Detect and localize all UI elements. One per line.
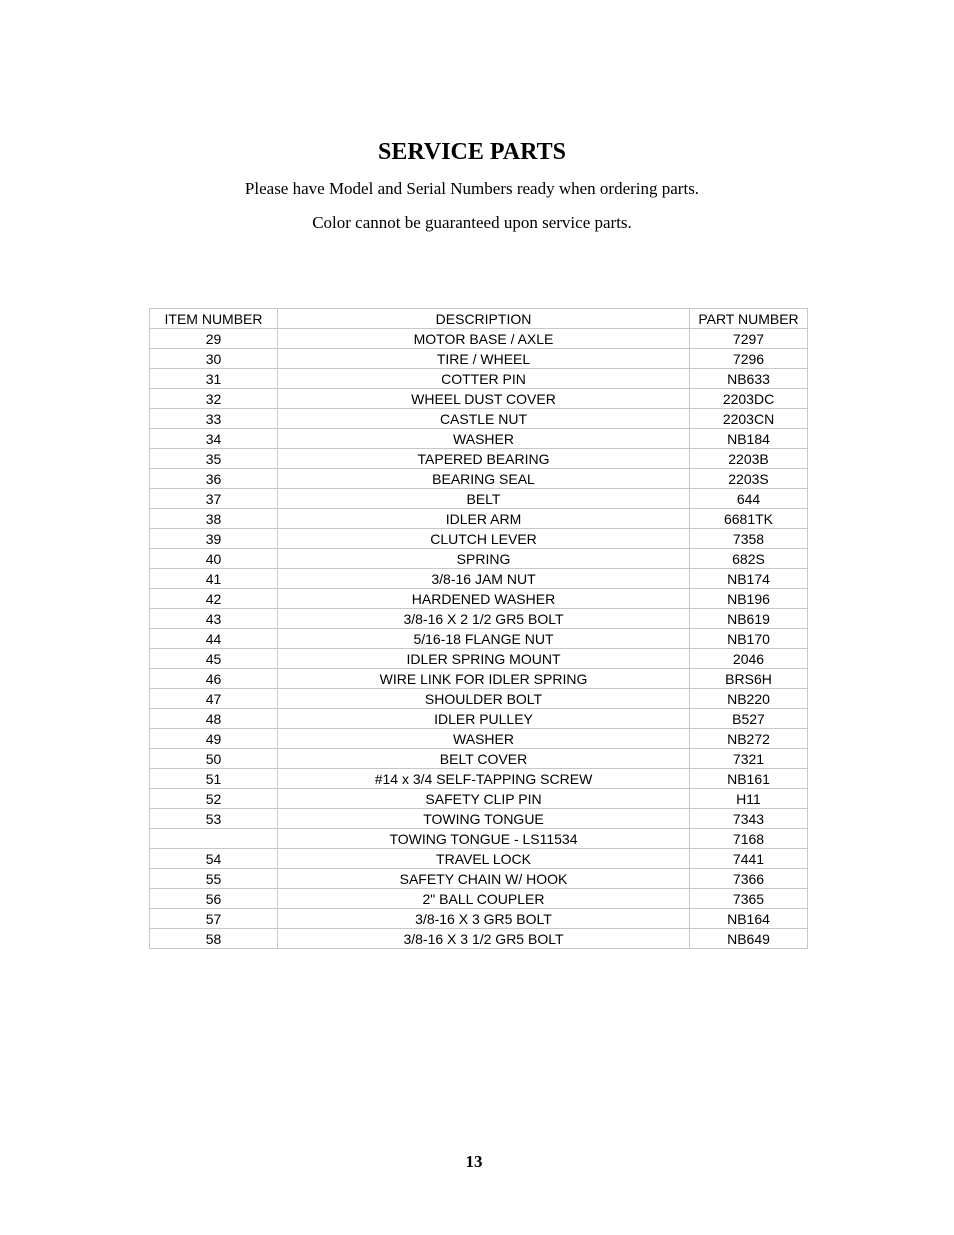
- item-number-cell: 47: [150, 689, 278, 709]
- description-cell: 3/8-16 X 3 1/2 GR5 BOLT: [278, 929, 690, 949]
- table-row: [150, 589, 808, 609]
- part-number-cell: 644: [690, 489, 808, 509]
- part-number-cell: 7296: [690, 349, 808, 369]
- part-number-cell: 7366: [690, 869, 808, 889]
- item-number-cell: 33: [150, 409, 278, 429]
- item-number-cell: 35: [150, 449, 278, 469]
- item-number-cell: 40: [150, 549, 278, 569]
- part-number-cell: 6681TK: [690, 509, 808, 529]
- column-header-item-number: ITEM NUMBER: [150, 309, 278, 329]
- table-row: [150, 909, 808, 929]
- table-row: [150, 529, 808, 549]
- part-number-cell: 7321: [690, 749, 808, 769]
- item-number-cell: 31: [150, 369, 278, 389]
- item-number-cell: 30: [150, 349, 278, 369]
- table-row: [150, 389, 808, 409]
- part-number-cell: 7441: [690, 849, 808, 869]
- part-number-cell: 2203S: [690, 469, 808, 489]
- description-cell: SAFETY CHAIN W/ HOOK: [278, 869, 690, 889]
- part-number-cell: NB161: [690, 769, 808, 789]
- table-row: [150, 749, 808, 769]
- table-row: [150, 349, 808, 369]
- item-number-cell: 56: [150, 889, 278, 909]
- description-cell: 3/8-16 JAM NUT: [278, 569, 690, 589]
- table-row: [150, 609, 808, 629]
- table-row: [150, 569, 808, 589]
- part-number-cell: BRS6H: [690, 669, 808, 689]
- description-cell: IDLER ARM: [278, 509, 690, 529]
- item-number-cell: 44: [150, 629, 278, 649]
- item-number-cell: 48: [150, 709, 278, 729]
- description-cell: SAFETY CLIP PIN: [278, 789, 690, 809]
- table-row: [150, 669, 808, 689]
- table-row: [150, 829, 808, 849]
- part-number-cell: 7297: [690, 329, 808, 349]
- table-row: [150, 869, 808, 889]
- item-number-cell: 29: [150, 329, 278, 349]
- table-row: [150, 769, 808, 789]
- description-cell: BELT COVER: [278, 749, 690, 769]
- part-number-cell: 7168: [690, 829, 808, 849]
- table-row: [150, 929, 808, 949]
- item-number-cell: [150, 829, 278, 849]
- table-row: [150, 489, 808, 509]
- table-row: [150, 449, 808, 469]
- description-cell: TRAVEL LOCK: [278, 849, 690, 869]
- item-number-cell: 37: [150, 489, 278, 509]
- ordering-note: Please have Model and Serial Numbers ready when ordering parts.: [244, 179, 700, 198]
- item-number-cell: 36: [150, 469, 278, 489]
- item-number-cell: 46: [150, 669, 278, 689]
- item-number-cell: 39: [150, 529, 278, 549]
- description-cell: CASTLE NUT: [278, 409, 690, 429]
- item-number-cell: 32: [150, 389, 278, 409]
- description-cell: MOTOR BASE / AXLE: [278, 329, 690, 349]
- part-number-cell: NB184: [690, 429, 808, 449]
- table-row: [150, 849, 808, 869]
- table-row: [150, 649, 808, 669]
- part-number-cell: 2203CN: [690, 409, 808, 429]
- table-row: [150, 469, 808, 489]
- description-cell: 2" BALL COUPLER: [278, 889, 690, 909]
- part-number-cell: 7365: [690, 889, 808, 909]
- item-number-cell: 41: [150, 569, 278, 589]
- part-number-cell: NB170: [690, 629, 808, 649]
- description-cell: TOWING TONGUE: [278, 809, 690, 829]
- table-row: [150, 329, 808, 349]
- item-number-cell: 51: [150, 769, 278, 789]
- table-row: [150, 809, 808, 829]
- item-number-cell: 38: [150, 509, 278, 529]
- description-cell: IDLER PULLEY: [278, 709, 690, 729]
- item-number-cell: 34: [150, 429, 278, 449]
- table-row: [150, 429, 808, 449]
- service-parts-table: [149, 308, 808, 949]
- item-number-cell: 58: [150, 929, 278, 949]
- part-number-cell: B527: [690, 709, 808, 729]
- page-number: 13: [465, 1152, 483, 1171]
- table-row: [150, 889, 808, 909]
- part-number-cell: 682S: [690, 549, 808, 569]
- description-cell: COTTER PIN: [278, 369, 690, 389]
- part-number-cell: 2203DC: [690, 389, 808, 409]
- column-header-description: DESCRIPTION: [278, 309, 690, 329]
- table-body: [150, 329, 808, 949]
- description-cell: TOWING TONGUE - LS11534: [278, 829, 690, 849]
- description-cell: BELT: [278, 489, 690, 509]
- item-number-cell: 43: [150, 609, 278, 629]
- part-number-cell: NB619: [690, 609, 808, 629]
- description-cell: WIRE LINK FOR IDLER SPRING: [278, 669, 690, 689]
- part-number-cell: NB649: [690, 929, 808, 949]
- table-row: [150, 509, 808, 529]
- part-number-cell: NB633: [690, 369, 808, 389]
- item-number-cell: 45: [150, 649, 278, 669]
- part-number-cell: 7358: [690, 529, 808, 549]
- item-number-cell: 49: [150, 729, 278, 749]
- description-cell: BEARING SEAL: [278, 469, 690, 489]
- part-number-cell: NB196: [690, 589, 808, 609]
- table-row: [150, 689, 808, 709]
- table-row: [150, 629, 808, 649]
- item-number-cell: 55: [150, 869, 278, 889]
- description-cell: CLUTCH LEVER: [278, 529, 690, 549]
- item-number-cell: 53: [150, 809, 278, 829]
- description-cell: IDLER SPRING MOUNT: [278, 649, 690, 669]
- description-cell: WHEEL DUST COVER: [278, 389, 690, 409]
- table-row: [150, 549, 808, 569]
- description-cell: SPRING: [278, 549, 690, 569]
- page-title: SERVICE PARTS: [378, 139, 566, 165]
- part-number-cell: 7343: [690, 809, 808, 829]
- color-note: Color cannot be guaranteed upon service parts.: [312, 213, 632, 232]
- description-cell: WASHER: [278, 429, 690, 449]
- item-number-cell: 52: [150, 789, 278, 809]
- table-row: [150, 369, 808, 389]
- table-row: [150, 789, 808, 809]
- part-number-cell: NB272: [690, 729, 808, 749]
- part-number-cell: NB174: [690, 569, 808, 589]
- part-number-cell: 2203B: [690, 449, 808, 469]
- description-cell: #14 x 3/4 SELF-TAPPING SCREW: [278, 769, 690, 789]
- item-number-cell: 54: [150, 849, 278, 869]
- description-cell: TIRE / WHEEL: [278, 349, 690, 369]
- description-cell: 5/16-18 FLANGE NUT: [278, 629, 690, 649]
- part-number-cell: NB220: [690, 689, 808, 709]
- item-number-cell: 57: [150, 909, 278, 929]
- description-cell: TAPERED BEARING: [278, 449, 690, 469]
- table-row: [150, 729, 808, 749]
- part-number-cell: H11: [690, 789, 808, 809]
- item-number-cell: 42: [150, 589, 278, 609]
- description-cell: 3/8-16 X 2 1/2 GR5 BOLT: [278, 609, 690, 629]
- description-cell: HARDENED WASHER: [278, 589, 690, 609]
- item-number-cell: 50: [150, 749, 278, 769]
- table-row: [150, 409, 808, 429]
- column-header-part-number: PART NUMBER: [690, 309, 808, 329]
- description-cell: SHOULDER BOLT: [278, 689, 690, 709]
- table-row: [150, 709, 808, 729]
- part-number-cell: 2046: [690, 649, 808, 669]
- description-cell: 3/8-16 X 3 GR5 BOLT: [278, 909, 690, 929]
- part-number-cell: NB164: [690, 909, 808, 929]
- table-header-row: [150, 309, 808, 329]
- description-cell: WASHER: [278, 729, 690, 749]
